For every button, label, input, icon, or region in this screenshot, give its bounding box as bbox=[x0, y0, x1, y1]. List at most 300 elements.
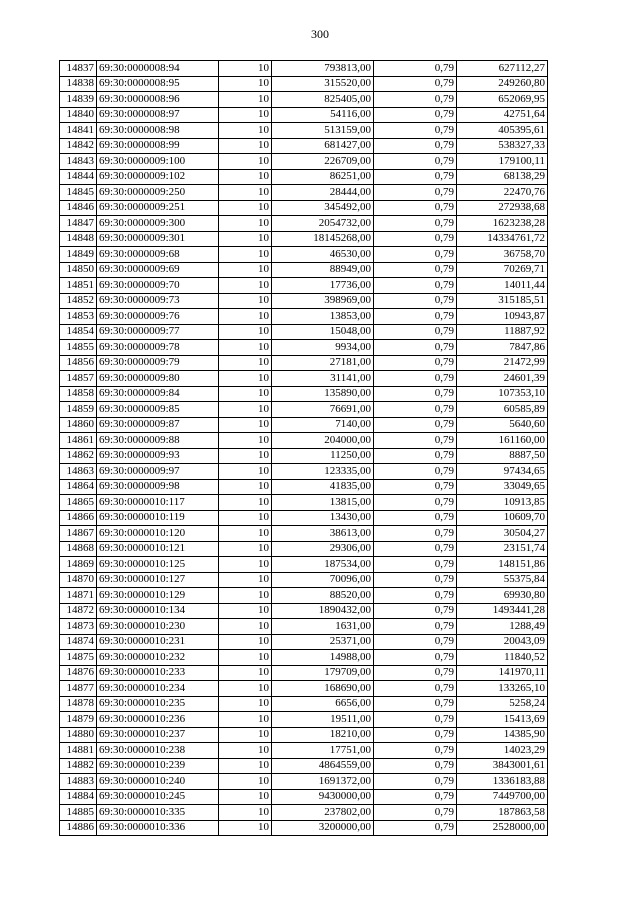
cadastral-id-cell: 69:30:0000008:99 bbox=[97, 138, 219, 154]
table-row bbox=[60, 278, 548, 294]
rate-cell: 10 bbox=[219, 247, 272, 263]
coefficient-cell: 0,79 bbox=[374, 200, 457, 216]
rate-cell: 10 bbox=[219, 185, 272, 201]
row-number-cell: 14867 bbox=[60, 526, 97, 542]
table-row bbox=[60, 371, 548, 387]
cadastral-id-cell: 69:30:0000010:238 bbox=[97, 743, 219, 759]
row-number-cell: 14884 bbox=[60, 789, 97, 805]
cadastral-id-cell: 69:30:0000010:245 bbox=[97, 789, 219, 805]
area-cell: 13853,00 bbox=[272, 309, 374, 325]
value-cell: 15413,69 bbox=[457, 712, 548, 728]
table-row bbox=[60, 216, 548, 232]
rate-cell: 10 bbox=[219, 417, 272, 433]
row-number-cell: 14844 bbox=[60, 169, 97, 185]
rate-cell: 10 bbox=[219, 278, 272, 294]
coefficient-cell: 0,79 bbox=[374, 185, 457, 201]
coefficient-cell: 0,79 bbox=[374, 526, 457, 542]
value-cell: 187863,58 bbox=[457, 805, 548, 821]
coefficient-cell: 0,79 bbox=[374, 76, 457, 92]
row-number-cell: 14853 bbox=[60, 309, 97, 325]
rate-cell: 10 bbox=[219, 92, 272, 108]
coefficient-cell: 0,79 bbox=[374, 231, 457, 247]
value-cell: 22470,76 bbox=[457, 185, 548, 201]
value-cell: 141970,11 bbox=[457, 665, 548, 681]
coefficient-cell: 0,79 bbox=[374, 309, 457, 325]
value-cell: 30504,27 bbox=[457, 526, 548, 542]
rate-cell: 10 bbox=[219, 526, 272, 542]
area-cell: 86251,00 bbox=[272, 169, 374, 185]
cadastral-id-cell: 69:30:0000010:117 bbox=[97, 495, 219, 511]
table-row bbox=[60, 448, 548, 464]
cadastral-id-cell: 69:30:0000009:251 bbox=[97, 200, 219, 216]
rate-cell: 10 bbox=[219, 634, 272, 650]
table-row bbox=[60, 324, 548, 340]
value-cell: 1623238,28 bbox=[457, 216, 548, 232]
cadastral-id-cell: 69:30:0000009:70 bbox=[97, 278, 219, 294]
area-cell: 3200000,00 bbox=[272, 820, 374, 836]
row-number-cell: 14869 bbox=[60, 557, 97, 573]
coefficient-cell: 0,79 bbox=[374, 681, 457, 697]
row-number-cell: 14841 bbox=[60, 123, 97, 139]
value-cell: 42751,64 bbox=[457, 107, 548, 123]
table-row bbox=[60, 665, 548, 681]
cadastral-table bbox=[59, 60, 548, 836]
coefficient-cell: 0,79 bbox=[374, 696, 457, 712]
table-row bbox=[60, 61, 548, 77]
cadastral-id-cell: 69:30:0000008:94 bbox=[97, 61, 219, 77]
cadastral-id-cell: 69:30:0000010:232 bbox=[97, 650, 219, 666]
area-cell: 11250,00 bbox=[272, 448, 374, 464]
row-number-cell: 14859 bbox=[60, 402, 97, 418]
coefficient-cell: 0,79 bbox=[374, 820, 457, 836]
row-number-cell: 14851 bbox=[60, 278, 97, 294]
cadastral-id-cell: 69:30:0000010:129 bbox=[97, 588, 219, 604]
coefficient-cell: 0,79 bbox=[374, 61, 457, 77]
cadastral-id-cell: 69:30:0000010:119 bbox=[97, 510, 219, 526]
row-number-cell: 14837 bbox=[60, 61, 97, 77]
coefficient-cell: 0,79 bbox=[374, 216, 457, 232]
area-cell: 31141,00 bbox=[272, 371, 374, 387]
table-row bbox=[60, 603, 548, 619]
area-cell: 27181,00 bbox=[272, 355, 374, 371]
cadastral-id-cell: 69:30:0000008:96 bbox=[97, 92, 219, 108]
row-number-cell: 14877 bbox=[60, 681, 97, 697]
rate-cell: 10 bbox=[219, 510, 272, 526]
table-row bbox=[60, 572, 548, 588]
coefficient-cell: 0,79 bbox=[374, 355, 457, 371]
value-cell: 14011,44 bbox=[457, 278, 548, 294]
area-cell: 226709,00 bbox=[272, 154, 374, 170]
cadastral-id-cell: 69:30:0000009:250 bbox=[97, 185, 219, 201]
table-row bbox=[60, 355, 548, 371]
coefficient-cell: 0,79 bbox=[374, 293, 457, 309]
table-row bbox=[60, 169, 548, 185]
table-row bbox=[60, 743, 548, 759]
area-cell: 123335,00 bbox=[272, 464, 374, 480]
value-cell: 7847,86 bbox=[457, 340, 548, 356]
row-number-cell: 14858 bbox=[60, 386, 97, 402]
value-cell: 405395,61 bbox=[457, 123, 548, 139]
cadastral-id-cell: 69:30:0000009:88 bbox=[97, 433, 219, 449]
area-cell: 54116,00 bbox=[272, 107, 374, 123]
coefficient-cell: 0,79 bbox=[374, 619, 457, 635]
rate-cell: 10 bbox=[219, 495, 272, 511]
cadastral-id-cell: 69:30:0000008:97 bbox=[97, 107, 219, 123]
coefficient-cell: 0,79 bbox=[374, 774, 457, 790]
table-row bbox=[60, 557, 548, 573]
cadastral-id-cell: 69:30:0000009:84 bbox=[97, 386, 219, 402]
coefficient-cell: 0,79 bbox=[374, 541, 457, 557]
rate-cell: 10 bbox=[219, 386, 272, 402]
value-cell: 23151,74 bbox=[457, 541, 548, 557]
area-cell: 88520,00 bbox=[272, 588, 374, 604]
row-number-cell: 14870 bbox=[60, 572, 97, 588]
cadastral-id-cell: 69:30:0000009:300 bbox=[97, 216, 219, 232]
row-number-cell: 14863 bbox=[60, 464, 97, 480]
rate-cell: 10 bbox=[219, 200, 272, 216]
coefficient-cell: 0,79 bbox=[374, 138, 457, 154]
coefficient-cell: 0,79 bbox=[374, 417, 457, 433]
row-number-cell: 14874 bbox=[60, 634, 97, 650]
rate-cell: 10 bbox=[219, 727, 272, 743]
row-number-cell: 14847 bbox=[60, 216, 97, 232]
value-cell: 60585,89 bbox=[457, 402, 548, 418]
coefficient-cell: 0,79 bbox=[374, 712, 457, 728]
area-cell: 2054732,00 bbox=[272, 216, 374, 232]
value-cell: 70269,71 bbox=[457, 262, 548, 278]
area-cell: 76691,00 bbox=[272, 402, 374, 418]
cadastral-id-cell: 69:30:0000009:100 bbox=[97, 154, 219, 170]
coefficient-cell: 0,79 bbox=[374, 402, 457, 418]
table-row bbox=[60, 619, 548, 635]
value-cell: 14023,29 bbox=[457, 743, 548, 759]
coefficient-cell: 0,79 bbox=[374, 386, 457, 402]
area-cell: 1890432,00 bbox=[272, 603, 374, 619]
area-cell: 168690,00 bbox=[272, 681, 374, 697]
value-cell: 538327,33 bbox=[457, 138, 548, 154]
area-cell: 513159,00 bbox=[272, 123, 374, 139]
table-row bbox=[60, 634, 548, 650]
value-cell: 14385,90 bbox=[457, 727, 548, 743]
table-row bbox=[60, 820, 548, 836]
value-cell: 315185,51 bbox=[457, 293, 548, 309]
row-number-cell: 14868 bbox=[60, 541, 97, 557]
rate-cell: 10 bbox=[219, 355, 272, 371]
cadastral-id-cell: 69:30:0000010:231 bbox=[97, 634, 219, 650]
coefficient-cell: 0,79 bbox=[374, 371, 457, 387]
coefficient-cell: 0,79 bbox=[374, 805, 457, 821]
value-cell: 627112,27 bbox=[457, 61, 548, 77]
row-number-cell: 14856 bbox=[60, 355, 97, 371]
table-body bbox=[60, 61, 548, 836]
rate-cell: 10 bbox=[219, 169, 272, 185]
rate-cell: 10 bbox=[219, 665, 272, 681]
table-row bbox=[60, 200, 548, 216]
cadastral-id-cell: 69:30:0000010:121 bbox=[97, 541, 219, 557]
value-cell: 33049,65 bbox=[457, 479, 548, 495]
table-row bbox=[60, 727, 548, 743]
row-number-cell: 14855 bbox=[60, 340, 97, 356]
cadastral-id-cell: 69:30:0000009:78 bbox=[97, 340, 219, 356]
value-cell: 24601,39 bbox=[457, 371, 548, 387]
coefficient-cell: 0,79 bbox=[374, 107, 457, 123]
row-number-cell: 14838 bbox=[60, 76, 97, 92]
value-cell: 8887,50 bbox=[457, 448, 548, 464]
table-row bbox=[60, 247, 548, 263]
rate-cell: 10 bbox=[219, 588, 272, 604]
table-row bbox=[60, 185, 548, 201]
rate-cell: 10 bbox=[219, 293, 272, 309]
cadastral-id-cell: 69:30:0000010:235 bbox=[97, 696, 219, 712]
value-cell: 10943,87 bbox=[457, 309, 548, 325]
value-cell: 179100,11 bbox=[457, 154, 548, 170]
row-number-cell: 14848 bbox=[60, 231, 97, 247]
rate-cell: 10 bbox=[219, 774, 272, 790]
area-cell: 38613,00 bbox=[272, 526, 374, 542]
coefficient-cell: 0,79 bbox=[374, 557, 457, 573]
cadastral-id-cell: 69:30:0000009:102 bbox=[97, 169, 219, 185]
coefficient-cell: 0,79 bbox=[374, 324, 457, 340]
rate-cell: 10 bbox=[219, 479, 272, 495]
area-cell: 793813,00 bbox=[272, 61, 374, 77]
rate-cell: 10 bbox=[219, 340, 272, 356]
rate-cell: 10 bbox=[219, 448, 272, 464]
rate-cell: 10 bbox=[219, 603, 272, 619]
table-row bbox=[60, 479, 548, 495]
area-cell: 14988,00 bbox=[272, 650, 374, 666]
table-row bbox=[60, 464, 548, 480]
row-number-cell: 14852 bbox=[60, 293, 97, 309]
cadastral-id-cell: 69:30:0000010:134 bbox=[97, 603, 219, 619]
value-cell: 7449700,00 bbox=[457, 789, 548, 805]
rate-cell: 10 bbox=[219, 696, 272, 712]
area-cell: 17736,00 bbox=[272, 278, 374, 294]
rate-cell: 10 bbox=[219, 309, 272, 325]
area-cell: 15048,00 bbox=[272, 324, 374, 340]
rate-cell: 10 bbox=[219, 433, 272, 449]
area-cell: 398969,00 bbox=[272, 293, 374, 309]
coefficient-cell: 0,79 bbox=[374, 588, 457, 604]
rate-cell: 10 bbox=[219, 231, 272, 247]
table-row bbox=[60, 774, 548, 790]
value-cell: 5258,24 bbox=[457, 696, 548, 712]
area-cell: 9934,00 bbox=[272, 340, 374, 356]
value-cell: 97434,65 bbox=[457, 464, 548, 480]
row-number-cell: 14886 bbox=[60, 820, 97, 836]
row-number-cell: 14839 bbox=[60, 92, 97, 108]
row-number-cell: 14860 bbox=[60, 417, 97, 433]
rate-cell: 10 bbox=[219, 402, 272, 418]
row-number-cell: 14882 bbox=[60, 758, 97, 774]
rate-cell: 10 bbox=[219, 712, 272, 728]
table-row bbox=[60, 789, 548, 805]
row-number-cell: 14864 bbox=[60, 479, 97, 495]
rate-cell: 10 bbox=[219, 138, 272, 154]
area-cell: 204000,00 bbox=[272, 433, 374, 449]
table-row bbox=[60, 92, 548, 108]
coefficient-cell: 0,79 bbox=[374, 495, 457, 511]
row-number-cell: 14872 bbox=[60, 603, 97, 619]
cadastral-id-cell: 69:30:0000009:98 bbox=[97, 479, 219, 495]
area-cell: 18210,00 bbox=[272, 727, 374, 743]
cadastral-id-cell: 69:30:0000010:237 bbox=[97, 727, 219, 743]
cadastral-id-cell: 69:30:0000010:234 bbox=[97, 681, 219, 697]
coefficient-cell: 0,79 bbox=[374, 92, 457, 108]
area-cell: 25371,00 bbox=[272, 634, 374, 650]
rate-cell: 10 bbox=[219, 681, 272, 697]
area-cell: 345492,00 bbox=[272, 200, 374, 216]
area-cell: 4864559,00 bbox=[272, 758, 374, 774]
area-cell: 29306,00 bbox=[272, 541, 374, 557]
value-cell: 21472,99 bbox=[457, 355, 548, 371]
rate-cell: 10 bbox=[219, 758, 272, 774]
table-row bbox=[60, 696, 548, 712]
row-number-cell: 14854 bbox=[60, 324, 97, 340]
table-row bbox=[60, 262, 548, 278]
table-row bbox=[60, 123, 548, 139]
area-cell: 19511,00 bbox=[272, 712, 374, 728]
area-cell: 6656,00 bbox=[272, 696, 374, 712]
table-row bbox=[60, 417, 548, 433]
table-row bbox=[60, 433, 548, 449]
cadastral-id-cell: 69:30:0000009:77 bbox=[97, 324, 219, 340]
table-row bbox=[60, 231, 548, 247]
row-number-cell: 14843 bbox=[60, 154, 97, 170]
cadastral-id-cell: 69:30:0000009:69 bbox=[97, 262, 219, 278]
cadastral-id-cell: 69:30:0000009:80 bbox=[97, 371, 219, 387]
cadastral-id-cell: 69:30:0000009:97 bbox=[97, 464, 219, 480]
row-number-cell: 14842 bbox=[60, 138, 97, 154]
table-row bbox=[60, 681, 548, 697]
value-cell: 161160,00 bbox=[457, 433, 548, 449]
rate-cell: 10 bbox=[219, 61, 272, 77]
value-cell: 36758,70 bbox=[457, 247, 548, 263]
value-cell: 272938,68 bbox=[457, 200, 548, 216]
row-number-cell: 14865 bbox=[60, 495, 97, 511]
value-cell: 69930,80 bbox=[457, 588, 548, 604]
coefficient-cell: 0,79 bbox=[374, 247, 457, 263]
table-row bbox=[60, 76, 548, 92]
cadastral-id-cell: 69:30:0000010:230 bbox=[97, 619, 219, 635]
value-cell: 10913,85 bbox=[457, 495, 548, 511]
cadastral-id-cell: 69:30:0000009:85 bbox=[97, 402, 219, 418]
area-cell: 681427,00 bbox=[272, 138, 374, 154]
area-cell: 17751,00 bbox=[272, 743, 374, 759]
area-cell: 237802,00 bbox=[272, 805, 374, 821]
coefficient-cell: 0,79 bbox=[374, 154, 457, 170]
area-cell: 13815,00 bbox=[272, 495, 374, 511]
coefficient-cell: 0,79 bbox=[374, 123, 457, 139]
row-number-cell: 14871 bbox=[60, 588, 97, 604]
coefficient-cell: 0,79 bbox=[374, 758, 457, 774]
rate-cell: 10 bbox=[219, 619, 272, 635]
area-cell: 1691372,00 bbox=[272, 774, 374, 790]
row-number-cell: 14845 bbox=[60, 185, 97, 201]
row-number-cell: 14866 bbox=[60, 510, 97, 526]
row-number-cell: 14849 bbox=[60, 247, 97, 263]
value-cell: 249260,80 bbox=[457, 76, 548, 92]
area-cell: 41835,00 bbox=[272, 479, 374, 495]
row-number-cell: 14881 bbox=[60, 743, 97, 759]
row-number-cell: 14862 bbox=[60, 448, 97, 464]
value-cell: 55375,84 bbox=[457, 572, 548, 588]
value-cell: 1336183,88 bbox=[457, 774, 548, 790]
rate-cell: 10 bbox=[219, 650, 272, 666]
cadastral-id-cell: 69:30:0000010:125 bbox=[97, 557, 219, 573]
value-cell: 3843001,61 bbox=[457, 758, 548, 774]
area-cell: 7140,00 bbox=[272, 417, 374, 433]
coefficient-cell: 0,79 bbox=[374, 789, 457, 805]
coefficient-cell: 0,79 bbox=[374, 572, 457, 588]
row-number-cell: 14883 bbox=[60, 774, 97, 790]
row-number-cell: 14879 bbox=[60, 712, 97, 728]
row-number-cell: 14875 bbox=[60, 650, 97, 666]
coefficient-cell: 0,79 bbox=[374, 603, 457, 619]
coefficient-cell: 0,79 bbox=[374, 169, 457, 185]
table-row bbox=[60, 510, 548, 526]
rate-cell: 10 bbox=[219, 572, 272, 588]
area-cell: 179709,00 bbox=[272, 665, 374, 681]
cadastral-id-cell: 69:30:0000009:76 bbox=[97, 309, 219, 325]
value-cell: 148151,86 bbox=[457, 557, 548, 573]
area-cell: 1631,00 bbox=[272, 619, 374, 635]
coefficient-cell: 0,79 bbox=[374, 727, 457, 743]
area-cell: 46530,00 bbox=[272, 247, 374, 263]
cadastral-id-cell: 69:30:0000009:93 bbox=[97, 448, 219, 464]
cadastral-id-cell: 69:30:0000010:236 bbox=[97, 712, 219, 728]
coefficient-cell: 0,79 bbox=[374, 743, 457, 759]
area-cell: 9430000,00 bbox=[272, 789, 374, 805]
coefficient-cell: 0,79 bbox=[374, 433, 457, 449]
coefficient-cell: 0,79 bbox=[374, 634, 457, 650]
rate-cell: 10 bbox=[219, 262, 272, 278]
cadastral-id-cell: 69:30:0000010:233 bbox=[97, 665, 219, 681]
coefficient-cell: 0,79 bbox=[374, 464, 457, 480]
coefficient-cell: 0,79 bbox=[374, 479, 457, 495]
rate-cell: 10 bbox=[219, 743, 272, 759]
table-row bbox=[60, 805, 548, 821]
rate-cell: 10 bbox=[219, 541, 272, 557]
rate-cell: 10 bbox=[219, 371, 272, 387]
table-row bbox=[60, 309, 548, 325]
table-row bbox=[60, 138, 548, 154]
cadastral-id-cell: 69:30:0000010:120 bbox=[97, 526, 219, 542]
value-cell: 11887,92 bbox=[457, 324, 548, 340]
cadastral-id-cell: 69:30:0000010:335 bbox=[97, 805, 219, 821]
value-cell: 1288,49 bbox=[457, 619, 548, 635]
table-row bbox=[60, 293, 548, 309]
value-cell: 652069,95 bbox=[457, 92, 548, 108]
table-row bbox=[60, 495, 548, 511]
coefficient-cell: 0,79 bbox=[374, 510, 457, 526]
value-cell: 20043,09 bbox=[457, 634, 548, 650]
value-cell: 68138,29 bbox=[457, 169, 548, 185]
area-cell: 18145268,00 bbox=[272, 231, 374, 247]
row-number-cell: 14876 bbox=[60, 665, 97, 681]
rate-cell: 10 bbox=[219, 154, 272, 170]
value-cell: 11840,52 bbox=[457, 650, 548, 666]
area-cell: 13430,00 bbox=[272, 510, 374, 526]
value-cell: 14334761,72 bbox=[457, 231, 548, 247]
row-number-cell: 14857 bbox=[60, 371, 97, 387]
cadastral-id-cell: 69:30:0000009:79 bbox=[97, 355, 219, 371]
coefficient-cell: 0,79 bbox=[374, 665, 457, 681]
rate-cell: 10 bbox=[219, 107, 272, 123]
row-number-cell: 14846 bbox=[60, 200, 97, 216]
coefficient-cell: 0,79 bbox=[374, 262, 457, 278]
area-cell: 70096,00 bbox=[272, 572, 374, 588]
rate-cell: 10 bbox=[219, 324, 272, 340]
